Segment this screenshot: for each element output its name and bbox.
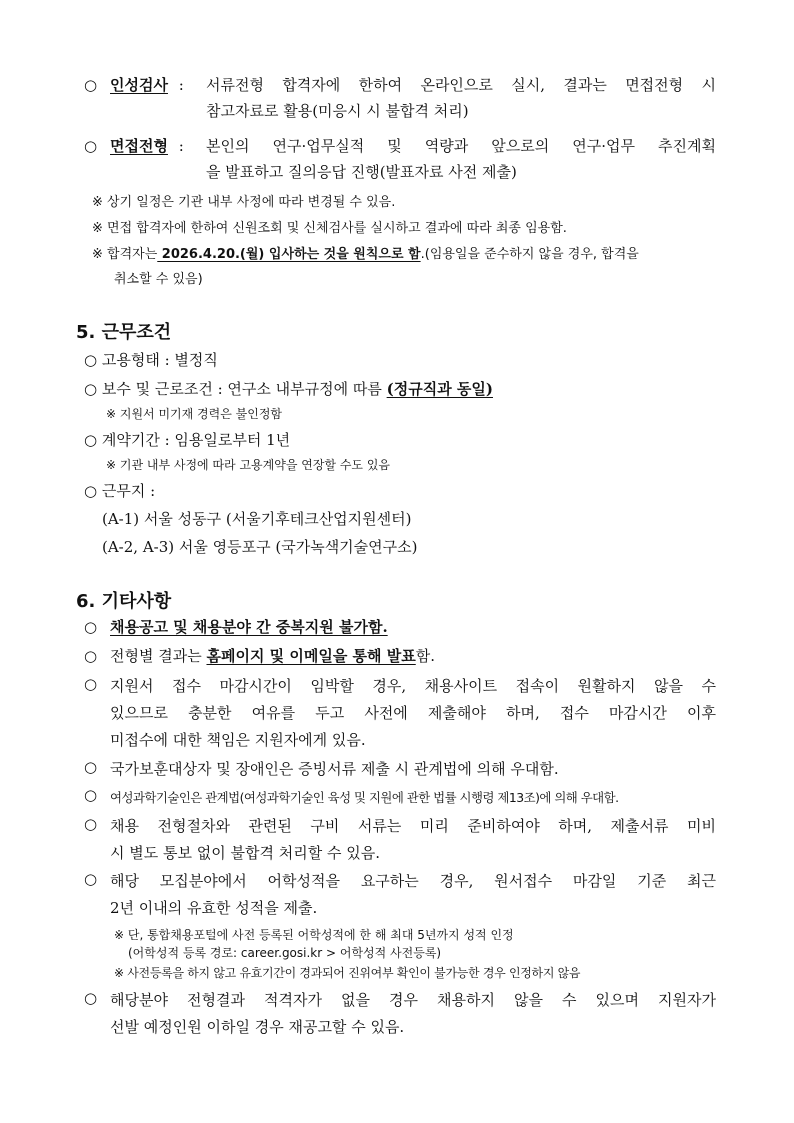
schedule-change-note: ※ 상기 일정은 기관 내부 사정에 따라 변경될 수 있음.: [92, 195, 396, 210]
colon: :: [178, 76, 184, 94]
pay-conditions-text: ○ 보수 및 근로조건 : 연구소 내부규정에 따름: [84, 380, 387, 398]
bullet-circle: ○: [84, 786, 98, 804]
colon: :: [178, 137, 184, 155]
pay-conditions-bold: (정규직과 동일): [386, 380, 493, 398]
veterans-preference: 국가보훈대상자 및 장애인은 증빙서류 제출 시 관계법에 의해 우대함.: [110, 760, 559, 778]
result-announcement-bold: 홈페이지 및 이메일을 통해 발표: [206, 647, 416, 665]
contract-note: ※ 기관 내부 사정에 따라 고용계약을 연장할 수도 있음: [106, 458, 391, 472]
re-announcement-line2: 선발 예정인원 이하일 경우 재공고할 수 있음.: [110, 1018, 405, 1036]
duplicate-application-item: [84, 616, 388, 637]
aptitude-test-row: [84, 74, 192, 95]
bullet-circle: ○: [84, 675, 98, 693]
contract-period: ○ 계약기간 : 임용일로부터 1년: [84, 431, 291, 449]
background-check-note: ※ 면접 합격자에 한하여 신원조회 및 신체검사를 실시하고 결과에 따라 최종 임용함.: [92, 221, 567, 236]
bullet-circle: ○: [84, 618, 98, 636]
work-location-1: (A-1) 서울 성동구 (서울기후테크산업지원센터): [102, 510, 412, 528]
required-documents-line2: 시 별도 통보 없이 불합격 처리할 수 있음.: [110, 844, 380, 862]
bullet-circle: ○: [84, 989, 98, 1007]
required-documents-line1: 채용 전형절차와 관련된 구비 서류는 미리 준비하여야 하며, 제출서류 미비: [110, 817, 716, 835]
re-announcement-line1: 해당분야 전형결과 적격자가 없을 경우 채용하지 않을 수 있으며 지원자가: [110, 991, 716, 1009]
interview-text-line2: 을 발표하고 질의응답 진행(발표자료 사전 제출): [206, 163, 517, 181]
language-score-note2: (어학성적 등록 경로: career.gosi.kr > 어학성적 사전등록): [128, 946, 442, 960]
result-announcement-pre: 전형별 결과는: [110, 647, 207, 665]
start-date-note-pre: ※ 합격자는: [92, 247, 158, 262]
bullet-circle: ○: [84, 815, 98, 833]
work-location-2: (A-2, A-3) 서울 영등포구 (국가녹색기술연구소): [102, 538, 418, 556]
aptitude-test-text-line2: 참고자료로 활용(미응시 시 불합격 처리): [206, 102, 469, 120]
aptitude-test-term: 인성검사: [110, 76, 168, 94]
aptitude-test-text-line1: 서류전형 합격자에 한하여 온라인으로 실시, 결과는 면접전형 시: [206, 76, 716, 94]
start-date-note-bold: 2026.4.20.(월) 입사하는 것을 원칙으로 함: [157, 247, 421, 262]
deadline-notice-line1: 지원서 접수 마감시간이 임박할 경우, 채용사이트 접속이 원활하지 않을 수: [110, 677, 716, 695]
duplicate-application-text: 채용공고 및 채용분야 간 중복지원 불가함.: [110, 618, 388, 636]
bullet-circle: ○: [84, 647, 98, 665]
work-location-label: ○ 근무지 :: [84, 482, 156, 500]
start-date-note-line2: 취소할 수 있음): [114, 272, 203, 287]
bullet-circle: ○: [84, 870, 98, 888]
interview-term: 면접전형: [110, 137, 168, 155]
women-scientist-preference: 여성과학기술인은 관계법(여성과학기술인 육성 및 지원에 관한 법률 시행령 제13조)에 의해 우대함.: [110, 790, 619, 805]
employment-type: ○ 고용형태 : 별정직: [84, 351, 218, 369]
language-score-note3: ※ 사전등록을 하지 않고 유효기간이 경과되어 진위여부 확인이 불가능한 경우 인정하지 않음: [114, 966, 581, 980]
section-6-heading: 6. 기타사항: [76, 591, 172, 612]
pay-note: ※ 지원서 미기재 경력은 불인정함: [106, 407, 283, 421]
section-5-heading: 5. 근무조건: [76, 322, 172, 343]
bullet-circle: ○: [84, 758, 98, 776]
deadline-notice-line2: 있으므로 충분한 여유를 두고 사전에 제출해야 하며, 접수 마감시간 이후: [110, 704, 716, 722]
interview-row: [84, 135, 192, 156]
start-date-note: [92, 243, 639, 262]
pay-conditions: [84, 378, 493, 399]
result-announcement-post: 함.: [415, 647, 436, 665]
language-score-line1: 해당 모집분야에서 어학성적을 요구하는 경우, 원서접수 마감일 기준 최근: [110, 872, 716, 890]
deadline-notice-line3: 미접수에 대한 책임은 지원자에게 있음.: [110, 731, 366, 749]
interview-text-line1: 본인의 연구·업무실적 및 역량과 앞으로의 연구·업무 추진계획: [206, 137, 716, 155]
language-score-line2: 2년 이내의 유효한 성적을 제출.: [110, 899, 318, 917]
result-announcement-item: [84, 645, 435, 666]
language-score-note1: ※ 단, 통합채용포털에 사전 등록된 어학성적에 한 해 최대 5년까지 성적 인정: [114, 928, 514, 942]
bullet-circle: ○: [84, 76, 98, 94]
start-date-note-post: .(임용일을 준수하지 않을 경우, 합격을: [420, 247, 639, 262]
bullet-circle: ○: [84, 137, 98, 155]
